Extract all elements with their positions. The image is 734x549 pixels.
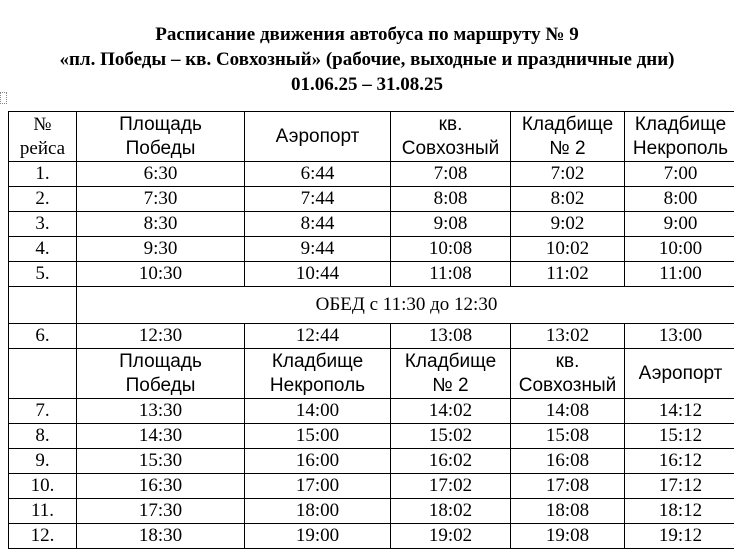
time-cell: 16:30 — [77, 474, 245, 499]
header-stop-pobedy: Площадь Победы — [77, 349, 245, 399]
time-cell: 6:44 — [245, 162, 391, 187]
time-cell: 16:02 — [391, 449, 511, 474]
header-row-second — [9, 349, 734, 399]
header-stop-sovkhozny: кв. Совхозный — [511, 349, 625, 399]
header-stop-necropolis: Кладбище Некрополь — [625, 112, 734, 162]
trip-number: 4. — [9, 237, 77, 262]
header-trip-number: № рейса — [9, 112, 77, 162]
time-cell: 14:02 — [391, 399, 511, 424]
header-stop-pobedy: Площадь Победы — [77, 112, 245, 162]
time-cell: 12:44 — [245, 324, 391, 349]
time-cell: 16:12 — [625, 449, 734, 474]
time-cell: 15:12 — [625, 424, 734, 449]
table-row — [9, 399, 734, 424]
time-cell: 10:08 — [391, 237, 511, 262]
trip-number: 1. — [9, 162, 77, 187]
title-line-stops: «пл. Победы – кв. Совхозный» (рабочие, выходные и праздничные дни) — [0, 47, 734, 72]
time-cell: 9:00 — [625, 212, 734, 237]
time-cell: 9:02 — [511, 212, 625, 237]
time-cell: 13:30 — [77, 399, 245, 424]
table-row — [9, 449, 734, 474]
schedule-title — [0, 22, 734, 97]
time-cell: 14:08 — [511, 399, 625, 424]
time-cell: 19:02 — [391, 524, 511, 549]
header-stop-cemetery-2: Кладбище № 2 — [391, 349, 511, 399]
time-cell: 7:02 — [511, 162, 625, 187]
table-row — [9, 499, 734, 524]
header-stop-airport: Аэропорт — [625, 349, 734, 399]
lunch-break-row — [9, 287, 734, 324]
time-cell: 18:02 — [391, 499, 511, 524]
header-row-first — [9, 112, 734, 162]
time-cell: 17:12 — [625, 474, 734, 499]
time-cell: 13:02 — [511, 324, 625, 349]
time-cell: 10:44 — [245, 262, 391, 287]
time-cell: 17:02 — [391, 474, 511, 499]
time-cell: 9:30 — [77, 237, 245, 262]
time-cell: 18:00 — [245, 499, 391, 524]
lunch-number-cell — [9, 287, 77, 324]
time-cell: 7:44 — [245, 187, 391, 212]
header-stop-necropolis: Кладбище Некрополь — [245, 349, 391, 399]
time-cell: 11:02 — [511, 262, 625, 287]
title-line-period: 01.06.25 – 31.08.25 — [0, 72, 734, 97]
title-line-route: Расписание движения автобуса по маршруту № 9 — [0, 22, 734, 47]
trip-number: 8. — [9, 424, 77, 449]
table-row — [9, 237, 734, 262]
table-row — [9, 262, 734, 287]
time-cell: 19:12 — [625, 524, 734, 549]
time-cell: 16:00 — [245, 449, 391, 474]
time-cell: 16:08 — [511, 449, 625, 474]
time-cell: 17:00 — [245, 474, 391, 499]
time-cell: 13:08 — [391, 324, 511, 349]
time-cell: 19:08 — [511, 524, 625, 549]
trip-number: 7. — [9, 399, 77, 424]
table-row — [9, 162, 734, 187]
header-stop-sovkhozny: кв. Совхозный — [391, 112, 511, 162]
time-cell: 14:12 — [625, 399, 734, 424]
time-cell: 14:00 — [245, 399, 391, 424]
trip-number: 10. — [9, 474, 77, 499]
header-empty-cell — [9, 349, 77, 399]
time-cell: 8:02 — [511, 187, 625, 212]
time-cell: 15:30 — [77, 449, 245, 474]
table-row — [9, 424, 734, 449]
trip-number: 11. — [9, 499, 77, 524]
time-cell: 18:08 — [511, 499, 625, 524]
trip-number: 2. — [9, 187, 77, 212]
time-cell: 15:00 — [245, 424, 391, 449]
time-cell: 7:00 — [625, 162, 734, 187]
time-cell: 7:30 — [77, 187, 245, 212]
trip-number: 9. — [9, 449, 77, 474]
time-cell: 9:08 — [391, 212, 511, 237]
trip-number: 3. — [9, 212, 77, 237]
time-cell: 8:08 — [391, 187, 511, 212]
header-stop-airport: Аэропорт — [245, 112, 391, 162]
time-cell: 12:30 — [77, 324, 245, 349]
time-cell: 15:08 — [511, 424, 625, 449]
header-stop-cemetery-2: Кладбище № 2 — [511, 112, 625, 162]
trip-number: 12. — [9, 524, 77, 549]
time-cell: 11:00 — [625, 262, 734, 287]
time-cell: 10:02 — [511, 237, 625, 262]
table-row — [9, 187, 734, 212]
time-cell: 8:30 — [77, 212, 245, 237]
time-cell: 10:00 — [625, 237, 734, 262]
time-cell: 10:30 — [77, 262, 245, 287]
time-cell: 8:00 — [625, 187, 734, 212]
trip-number: 5. — [9, 262, 77, 287]
table-row — [9, 324, 734, 349]
time-cell: 8:44 — [245, 212, 391, 237]
time-cell: 6:30 — [77, 162, 245, 187]
time-cell: 18:12 — [625, 499, 734, 524]
time-cell: 17:30 — [77, 499, 245, 524]
schedule-table — [8, 111, 734, 549]
lunch-break-text: ОБЕД с 11:30 до 12:30 — [77, 287, 734, 324]
time-cell: 17:08 — [511, 474, 625, 499]
time-cell: 9:44 — [245, 237, 391, 262]
time-cell: 14:30 — [77, 424, 245, 449]
trip-number: 6. — [9, 324, 77, 349]
table-move-handle[interactable] — [0, 92, 7, 104]
time-cell: 15:02 — [391, 424, 511, 449]
time-cell: 19:00 — [245, 524, 391, 549]
table-row — [9, 212, 734, 237]
time-cell: 13:00 — [625, 324, 734, 349]
table-row — [9, 474, 734, 499]
time-cell: 18:30 — [77, 524, 245, 549]
time-cell: 11:08 — [391, 262, 511, 287]
time-cell: 7:08 — [391, 162, 511, 187]
